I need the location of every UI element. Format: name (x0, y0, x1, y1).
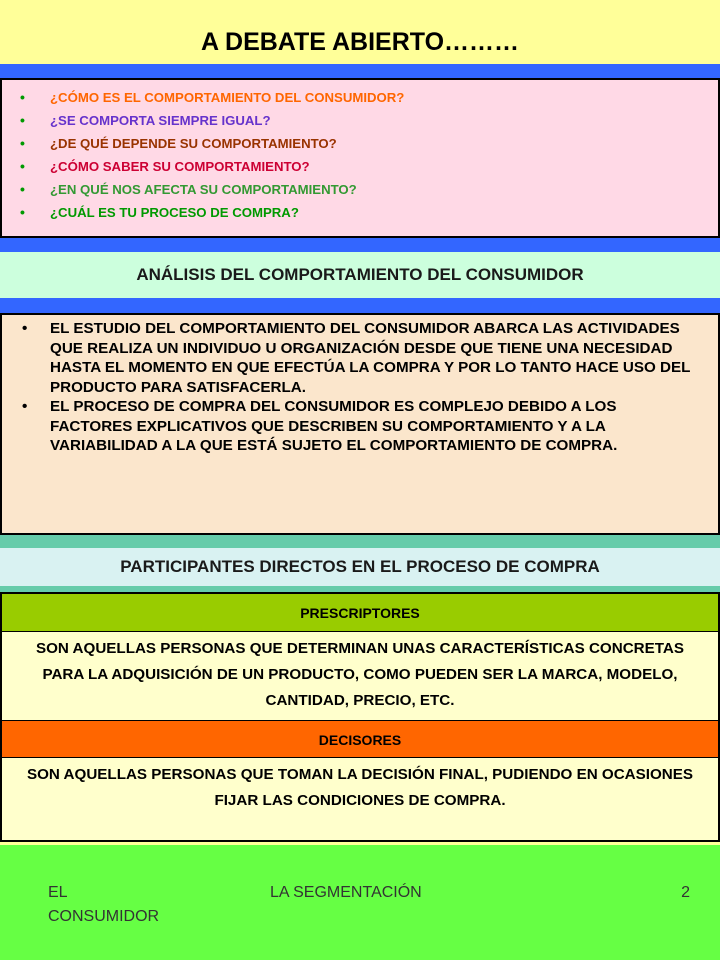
question-item (8, 86, 718, 109)
question-text: ¿CÓMO SABER SU COMPORTAMIENTO? (50, 159, 310, 174)
divider-bar (0, 238, 720, 252)
analysis-list (10, 319, 702, 456)
analysis-heading: ANÁLISIS DEL COMPORTAMIENTO DEL CONSUMIDOR (0, 252, 720, 298)
question-text: ¿SE COMPORTA SIEMPRE IGUAL? (50, 113, 271, 128)
footer (0, 845, 720, 960)
question-item (8, 178, 718, 201)
participants-table (0, 592, 720, 842)
questions-box (0, 78, 720, 238)
question-text: ¿DE QUÉ DEPENDE SU COMPORTAMIENTO? (50, 136, 337, 151)
divider-bar (0, 64, 720, 78)
question-text: ¿CÓMO ES EL COMPORTAMIENTO DEL CONSUMIDOR? (50, 90, 405, 105)
question-text: ¿CUÁL ES TU PROCESO DE COMPRA? (50, 205, 299, 220)
question-text: ¿EN QUÉ NOS AFECTA SU COMPORTAMIENTO? (50, 182, 357, 197)
prescriptores-body: SON AQUELLAS PERSONAS QUE DETERMINAN UNAS CARACTERÍSTICAS CONCRETAS PARA LA ADQUISICIÓN DE UN PRODUCTO, COMO PUEDEN SER LA MARCA, MODELO, CANTIDAD, PRECIO, ETC. (35, 640, 685, 709)
decisores-title: DECISORES (2, 720, 718, 758)
analysis-bullet: • EL ESTUDIO DEL COMPORTAMIENTO DEL CONSUMIDOR ABARCA LAS ACTIVIDADES QUE REALIZA UN INDIVIDUO U ORGANIZACIÓN DESDE QUE TIENE UNA NECESIDAD HASTA EL MOMENTO EN QUE EFECTÚA LA COMPRA Y POR LO TANTO HACE USO DEL PRODUCTO PARA SATISFACERLA. (10, 319, 702, 397)
analysis-box (0, 313, 720, 535)
question-item (8, 109, 718, 132)
questions-list (8, 86, 718, 224)
question-item (8, 155, 718, 178)
divider-bar (0, 535, 720, 548)
divider-bar (0, 298, 720, 313)
page-title: A DEBATE ABIERTO……… (200, 28, 520, 56)
analysis-bullet: • EL PROCESO DE COMPRA DEL CONSUMIDOR ES COMPLEJO DEBIDO A LOS FACTORES EXPLICATIVOS QUE DESCRIBEN SU COMPORTAMIENTO Y A LA VARIABILIDAD A LA QUE ESTÁ SUJETO EL COMPORTAMIENTO DE COMPRA. (10, 397, 702, 456)
question-item (8, 201, 718, 224)
page-number: 2 (681, 884, 690, 901)
question-item (8, 132, 718, 155)
footer-center: LA SEGMENTACIÓN (270, 884, 422, 901)
decisores-body: SON AQUELLAS PERSONAS QUE TOMAN LA DECISIÓN FINAL, PUDIENDO EN OCASIONES FIJAR LAS CONDICIONES DE COMPRA. (26, 766, 694, 809)
participants-heading: PARTICIPANTES DIRECTOS EN EL PROCESO DE COMPRA (0, 548, 720, 586)
prescriptores-title: PRESCRIPTORES (2, 594, 718, 632)
footer-left: EL CONSUMIDOR (48, 884, 160, 925)
